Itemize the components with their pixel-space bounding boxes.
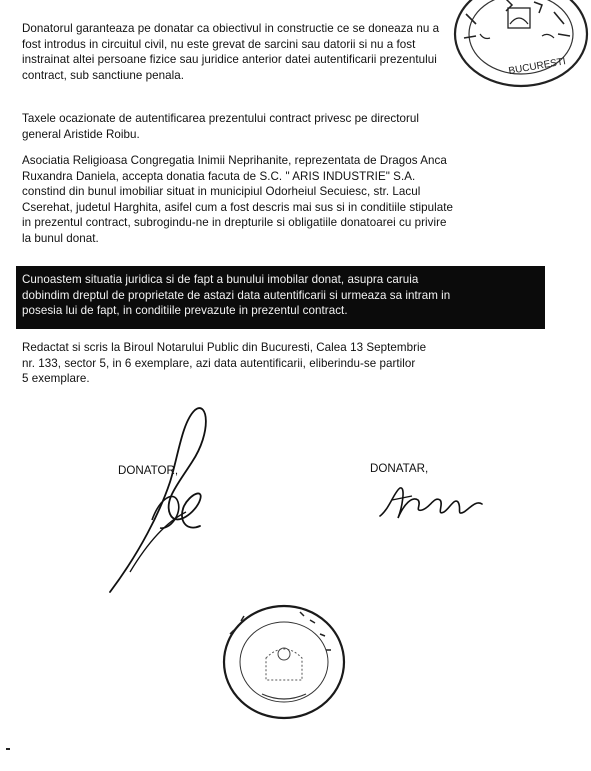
text-line: Donatorul garanteaza pe donatar ca obiectivul in constructie ce se doneaza nu a (22, 22, 440, 35)
text-line: Asociatia Religioasa Congregatia Inimii Neprihanite, reprezentata de Dragos Anca (22, 154, 447, 167)
paragraph-fees (22, 111, 544, 142)
text-line: in prezentul contract, subrogindu-ne in drepturile si obligatiile donatoarei cu privire (22, 216, 447, 229)
notary-seal-bottom (214, 598, 354, 728)
donator-label: DONATOR, (118, 464, 179, 477)
margin-mark (6, 748, 10, 750)
donator-signature (100, 402, 230, 602)
paragraph-guarantee (22, 21, 544, 83)
text-line: la bunul donat. (22, 231, 99, 245)
text-line: general Aristide Roibu. (22, 127, 140, 141)
paragraph-drafting (22, 340, 544, 387)
text-line: Cserehat, judetul Harghita, asifel cum a fost descris mai sus si in conditiile stipulate (22, 200, 453, 214)
text-line: Redactat si scris la Biroul Notarului Public din Bucuresti, Calea 13 Septembrie (22, 341, 427, 354)
text-line: constind din bunul imobiliar situat in municipiul Odorheiul Secuiesc, str. Lacul (22, 185, 421, 198)
text-line: contract, sub sanctiune penala. (22, 68, 185, 82)
text-line: Ruxandra Daniela, accepta donatia facuta de S.C. " ARIS INDUSTRIE" S.A. (22, 169, 416, 183)
text-line: posesia lui de fapt, in conditiile prevazute in prezentul contract. (22, 304, 348, 317)
text-line: nr. 133, sector 5, in 6 exemplare, azi data autentificarii, eliberindu-se partilor (22, 356, 416, 370)
text-line: instrainat altei persoane fizice sau juridice anterior datei autentificarii prezentului (22, 53, 437, 66)
paragraph-acceptance (22, 153, 544, 246)
paragraph-acknowledgement-highlighted (16, 266, 545, 329)
stamp-top-text: BUCURESTI (507, 56, 567, 78)
donatar-label: DONATAR, (370, 462, 429, 475)
text-line: Cunoastem situatia juridica si de fapt a bunului imobilar donat, asupra caruia (22, 273, 419, 286)
donatar-signature (378, 478, 488, 528)
text-line: dobindim dreptul de proprietate de astazi data autentificarii si urmeaza sa intram in (22, 288, 451, 302)
text-line: Taxele ocazionate de autentificarea prezentului contract privesc pe directorul (22, 112, 420, 125)
text-line: 5 exemplare. (22, 372, 90, 385)
text-line: fost introdus in circuitul civil, nu este grevat de sarcini sau datorii si nu a fost (22, 37, 416, 51)
